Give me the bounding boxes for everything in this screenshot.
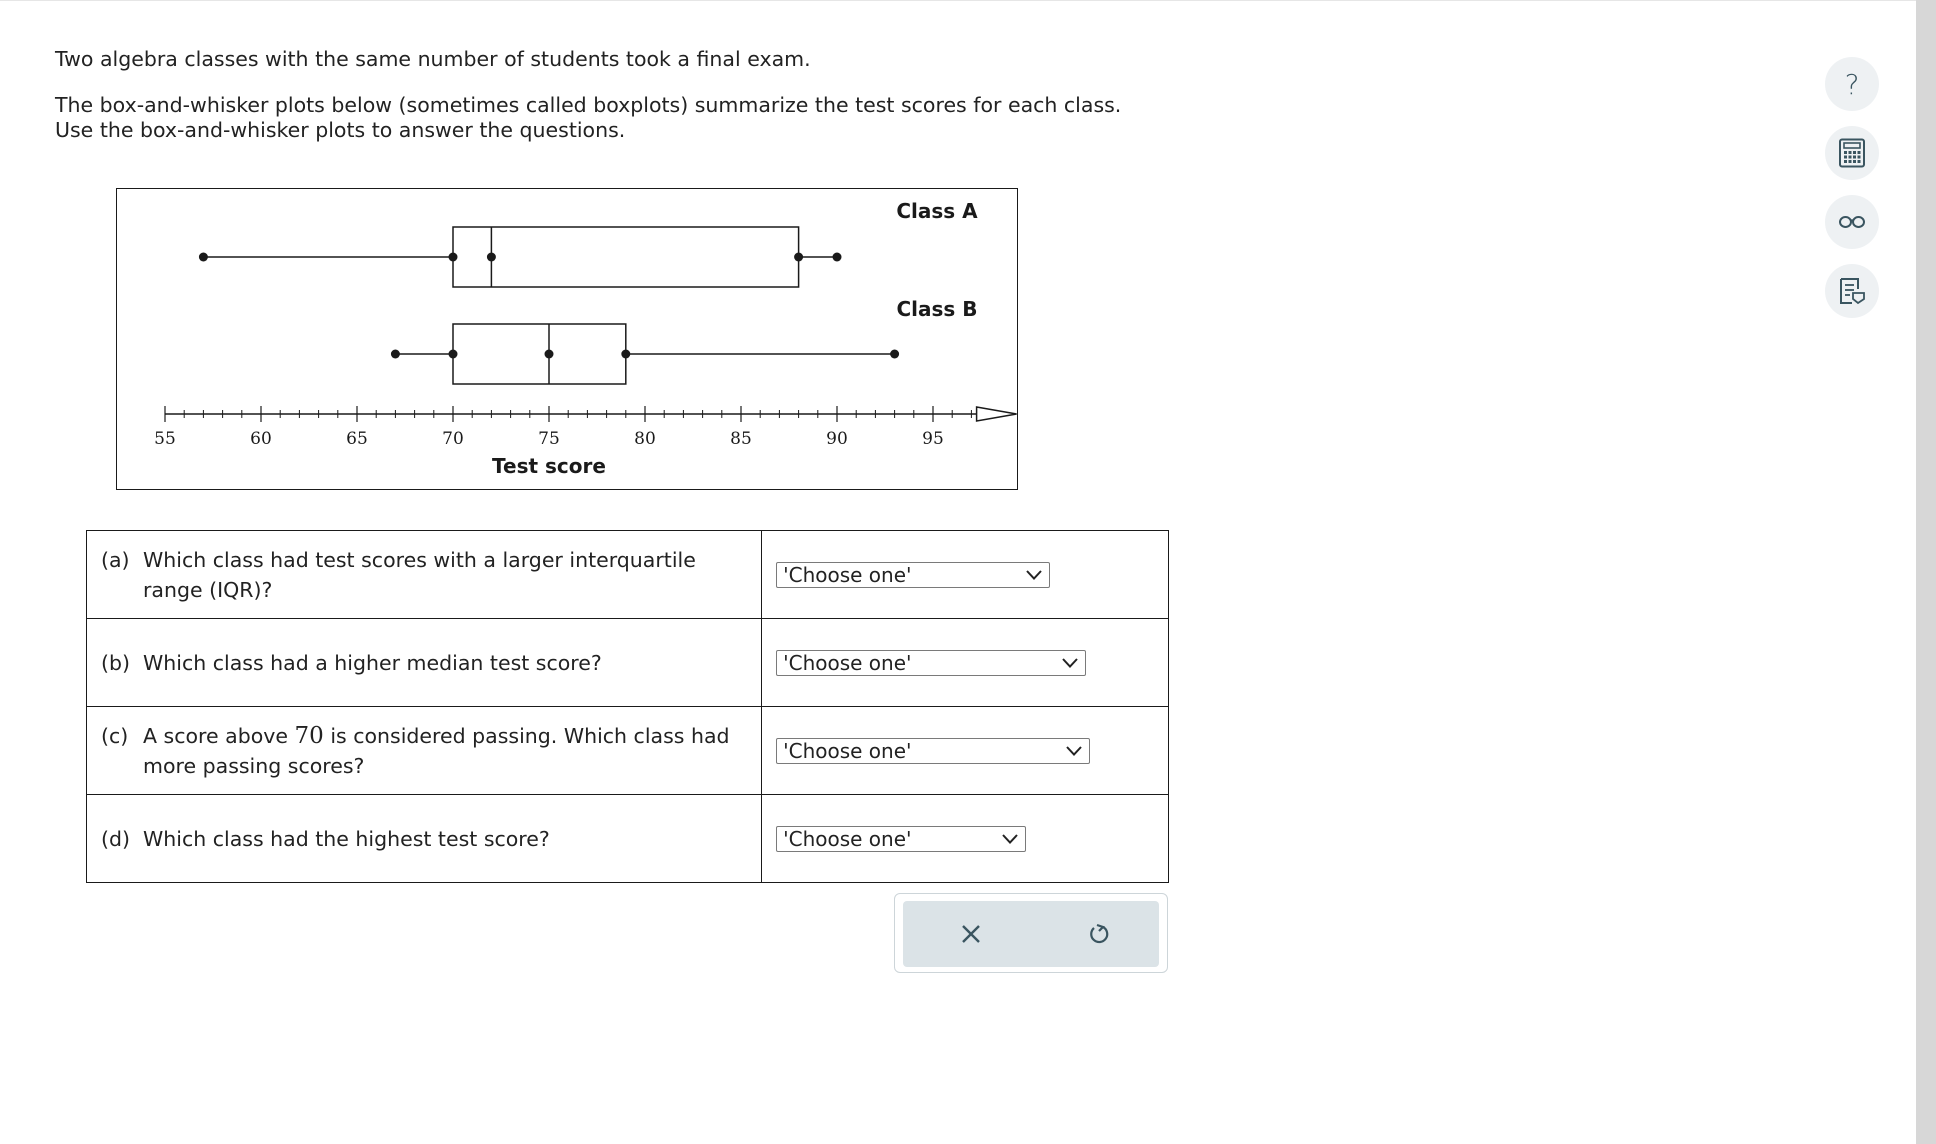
series-label: Class A (896, 199, 978, 223)
reference-button[interactable] (1825, 264, 1879, 318)
question-letter: (d) (101, 826, 131, 851)
series-label: Class B (896, 297, 978, 321)
select-value: 'Choose one' (783, 650, 912, 675)
passing-score-number: 70 (294, 722, 324, 749)
question-text: Which class had a higher median test score? (143, 650, 602, 675)
question-table (86, 530, 1169, 883)
question-letter: (b) (101, 650, 131, 675)
x-tick-label: 85 (730, 429, 752, 449)
chevron-down-icon (1061, 657, 1079, 669)
close-icon (960, 923, 982, 945)
boxplot-svg (117, 189, 1019, 491)
q1-point (449, 253, 458, 262)
question-letter: (c) (101, 723, 129, 748)
help-icon: ? (1844, 67, 1860, 101)
question-row-b (87, 619, 1169, 707)
x-tick-label: 95 (922, 429, 944, 449)
undo-button[interactable] (1080, 915, 1118, 953)
question-row-a (87, 531, 1169, 619)
x-axis-title: Test score (492, 454, 606, 478)
select-value: 'Choose one' (783, 562, 912, 587)
x-tick-label: 55 (154, 429, 176, 449)
glasses-icon (1838, 214, 1866, 230)
chevron-down-icon (1065, 745, 1083, 757)
question-text-end: is considered passing. Which class had more passing scores? (143, 723, 730, 778)
q3-point (621, 350, 630, 359)
median-point (487, 253, 496, 262)
select-value: 'Choose one' (783, 826, 912, 851)
calculator-icon (1838, 138, 1866, 168)
iqr-box (453, 227, 799, 287)
question-cell (87, 531, 762, 619)
question-text: Which class had the highest test score? (143, 826, 550, 851)
question-cell (87, 619, 762, 707)
chevron-down-icon (1001, 833, 1019, 845)
answer-cell (762, 795, 1169, 883)
answer-cell (762, 707, 1169, 795)
question-text-start: A score above (143, 723, 295, 748)
median-point (545, 350, 554, 359)
answer-actions-bar (903, 901, 1159, 967)
select-value: 'Choose one' (783, 738, 912, 763)
x-tick-label: 80 (634, 429, 656, 449)
chevron-down-icon (1025, 569, 1043, 581)
q1-point (449, 350, 458, 359)
question-row-c (87, 707, 1169, 795)
answer-select-c[interactable] (776, 738, 1090, 764)
intro-line-3: Use the box-and-whisker plots to answer the questions. (55, 118, 626, 142)
scrollbar[interactable] (1916, 0, 1936, 1144)
question-text (143, 721, 747, 781)
min-point (391, 350, 400, 359)
question-text: Which class had test scores with a larger interquartile range (IQR)? (143, 547, 696, 602)
x-tick-label: 75 (538, 429, 560, 449)
intro-text: Two algebra classes with the same number of students took a final exam. (55, 47, 811, 71)
x-tick-label: 70 (442, 429, 464, 449)
question-cell (87, 795, 762, 883)
max-point (833, 253, 842, 262)
min-point (199, 253, 208, 262)
intro-instructions (55, 93, 1121, 143)
answer-cell (762, 531, 1169, 619)
top-divider (0, 0, 1916, 1)
max-point (890, 350, 899, 359)
x-tick-label: 65 (346, 429, 368, 449)
boxplot-chart (116, 188, 1018, 490)
iqr-box (453, 324, 626, 384)
reference-icon (1838, 277, 1866, 305)
intro-line-2: The box-and-whisker plots below (sometimes called boxplots) summarize the test scores for each class. (55, 93, 1122, 117)
question-letter: (a) (101, 547, 130, 572)
answer-select-a[interactable] (776, 562, 1050, 588)
q3-point (794, 253, 803, 262)
x-tick-label: 60 (250, 429, 272, 449)
question-row-d (87, 795, 1169, 883)
help-button[interactable] (1825, 57, 1879, 111)
x-axis-arrow (977, 407, 1017, 421)
clear-button[interactable] (952, 915, 990, 953)
answer-cell (762, 619, 1169, 707)
calculator-button[interactable] (1825, 126, 1879, 180)
answer-actions (894, 893, 1168, 973)
answer-select-b[interactable] (776, 650, 1086, 676)
undo-icon (1087, 922, 1111, 946)
x-tick-label: 90 (826, 429, 848, 449)
question-cell (87, 707, 762, 795)
answer-select-d[interactable] (776, 826, 1026, 852)
reader-button[interactable] (1825, 195, 1879, 249)
